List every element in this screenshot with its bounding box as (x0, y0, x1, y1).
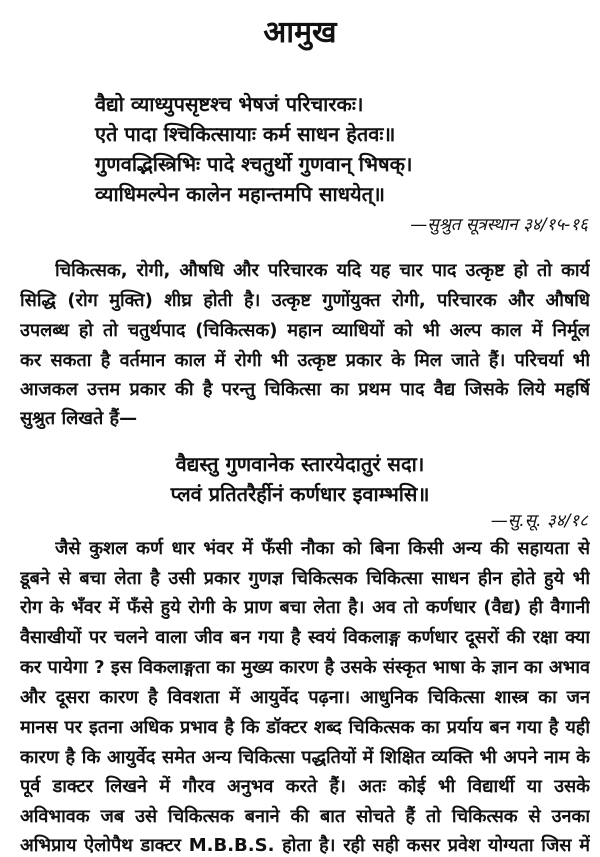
text-line: अभिप्राय ऐलोपैथ डाक्टर M.B.B.S. होता है। रही सही कसर प्रवेश योग्यता जिस में (20, 835, 590, 856)
text-line: वैसाखीयों पर चलने वाला जीव बन गया है स्वयं विकलाङ्ग कर्णधार दूसरों की रक्षा क्या (20, 627, 590, 648)
text-line: उपलब्ध हो तो चतुर्थपाद (चिकित्सक) महान व्याधियों को भी अल्प काल में निर्मूल (20, 320, 590, 341)
text-line: कारण है कि आयुर्वेद समेत अन्य चिकित्सा पद्धतियों में शिक्षित व्यक्ति भी अपने नाम के (20, 747, 590, 768)
text-line: सुश्रुत लिखते हैं— (20, 408, 138, 429)
text-line: सिद्धि (रोग मुक्ति) शीघ्र होती है। उत्कृष्ट गुणोंयुक्त रोगी, परिचारक और औषधि (20, 290, 590, 311)
text-line: चिकित्सक, रोगी, औषधि और परिचारक यदि यह चार पाद उत्कृष्ट हो तो कार्य (55, 260, 590, 281)
verse-line: वैद्यो व्याध्युपसृष्टश्च भेषजं परिचारकः। (95, 92, 364, 116)
verse-line: वैद्यस्तु गुणवानेक स्तारयेदातुरं सदा। (175, 452, 425, 476)
verse-line: प्लवं प्रतितरैर्हीनं कर्णधार इवाम्भसि॥ (170, 482, 430, 506)
verse-line: गुणवद्भिस्त्रिभिः पादे श्चतुर्थो गुणवान् भिषक्। (95, 152, 413, 176)
text-line: कर पायेगा ? इस विकलाङ्गता का मुख्य कारण है उसके संस्कृत भाषा के ज्ञान का अभाव (20, 657, 590, 678)
text-line: अविभावक जब उसे चिकित्सक बनाने की बात सोचते हैं तो चिकित्सक से उनका (20, 806, 590, 827)
verse-line: एते पादा श्चिकित्सायाः कर्म साधन हेतवः॥ (95, 122, 396, 146)
text-line: डूबने से बचा लेता है उसी प्रकार गुणज्ञ चिकित्सक चिकित्सा साधन हीन होते हुये भी (20, 568, 590, 589)
text-line: पूर्व डाक्टर लिखने में गौरव अनुभव करते हैं। अतः कोई भी विद्यार्थी या उसके (20, 776, 590, 797)
verse-line: व्याधिमल्पेन कालेन महान्तमपि साधयेत्॥ (95, 182, 385, 206)
text-line: मानस पर इतना अधिक प्रभाव है कि डॉक्टर शब्द चिकित्सक का प्रर्याय बन गया है यही (20, 717, 590, 738)
text-line: आजकल उत्तम प्रकार की है परन्तु चिकित्सा का प्रथम पाद वैद्य जिसके लिये महर्षि (20, 379, 590, 400)
text-line: और दूसरा कारण है विवशता में आयुर्वेद पढ़ना। आधुनिक चिकित्सा शास्त्र का जन (20, 687, 590, 708)
text-line: कर सकता है वर्तमान काल में रोगी भी उत्कृष्ट प्रकार के मिल जाते हैं। परिचर्या भी (20, 350, 590, 371)
text-line: रोग के भँवर में फँसे हुये रोगी के प्राण बचा लेता है। अव तो कर्णधार (वैद्य) ही वैगानी (20, 597, 590, 618)
page-title: आमुख (263, 15, 337, 50)
text-line: जैसे कुशल कर्ण धार भंवर में फँसी नौका को बिना किसी अन्य की सहायता से (55, 538, 590, 559)
citation: —सु.सू. ३४/१८ (490, 511, 588, 531)
citation: —सुश्रुत सूत्रस्थान ३४/१५-१६ (410, 215, 588, 235)
